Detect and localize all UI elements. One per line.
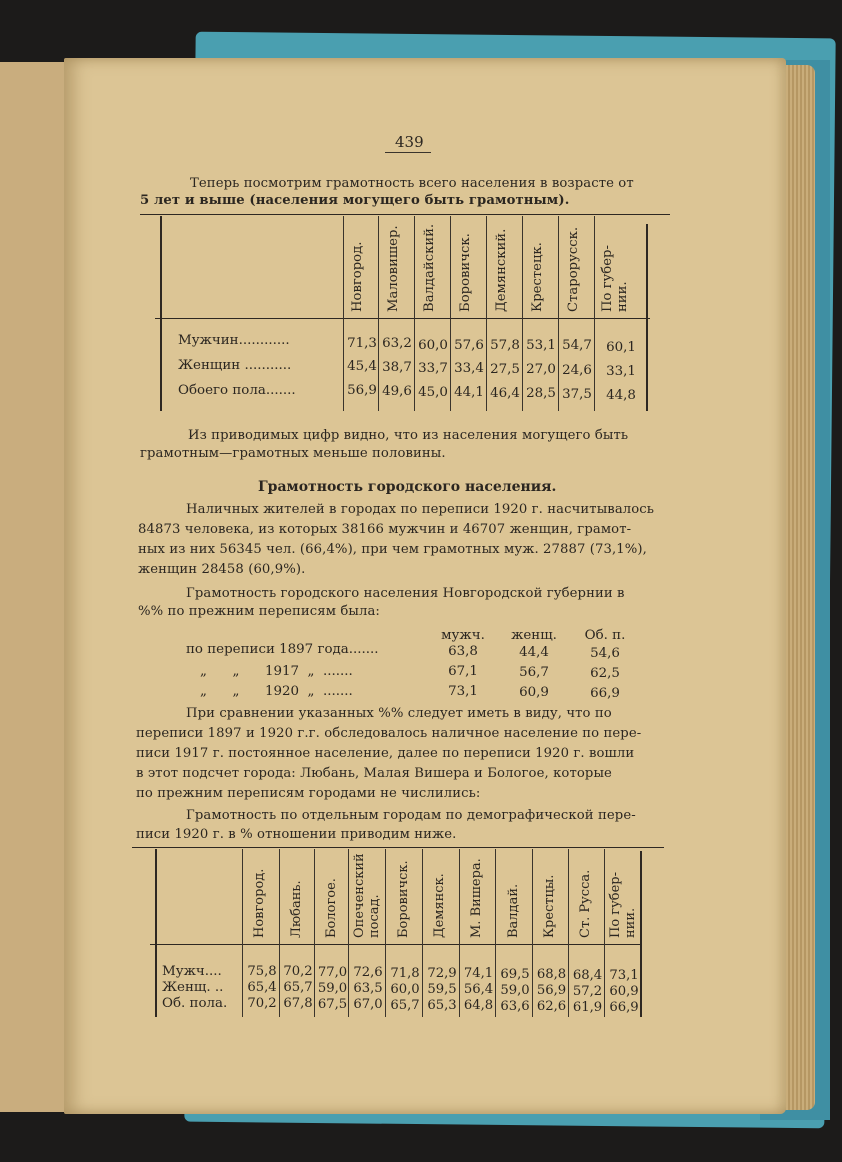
- table2-cell: 64,8: [463, 998, 494, 1013]
- census-cell: 60,9: [519, 685, 549, 700]
- table1-cell: 57,8: [490, 338, 520, 353]
- table2-row-label: Мужч....: [162, 964, 222, 979]
- table2-cell: 62,6: [536, 999, 567, 1014]
- table1-col-header: Демянский.: [494, 228, 509, 312]
- page-number: 439: [395, 133, 424, 151]
- table1-col-header: Валдайский.: [422, 223, 437, 312]
- table1-cell: 53,1: [526, 338, 556, 353]
- table1-row-label: Мужчин............: [178, 333, 290, 348]
- table1-cell: 57,6: [454, 338, 484, 353]
- para4-line-1: При сравнении указанных %% следует иметь в виду, что по: [186, 706, 612, 721]
- table1-cell: 49,6: [382, 384, 412, 399]
- census-header: Об. п.: [584, 628, 626, 643]
- table1-col-header: Крестецк.: [530, 242, 545, 312]
- table2-cell: 67,5: [317, 997, 348, 1012]
- table2-cell: 59,5: [427, 982, 457, 997]
- census-cell: 73,1: [448, 684, 478, 699]
- table1-col-header: По губер- нии.: [600, 245, 630, 312]
- table2-cell: 65,7: [390, 998, 420, 1013]
- table1-cell: 44,8: [606, 388, 636, 403]
- table1-cell: 28,5: [526, 386, 556, 401]
- table2-cell: 59,0: [500, 983, 530, 998]
- census-cell: 66,9: [590, 686, 620, 701]
- table1-cell: 33,7: [418, 361, 448, 376]
- para4-line-3: писи 1917 г. постоянное население, далее по переписи 1920 г. вошли: [136, 746, 635, 761]
- table2-col-header: По губер- нии.: [608, 872, 638, 938]
- table2-col-header: Боровичск.: [396, 860, 411, 938]
- table2-cell: 68,4: [572, 968, 603, 983]
- table2-cell: 74,1: [463, 966, 494, 981]
- table2-cell: 63,5: [353, 981, 383, 996]
- table1-cell: 24,6: [562, 363, 592, 378]
- table1-cell: 27,5: [490, 362, 520, 377]
- table2-cell: 63,6: [500, 999, 530, 1014]
- table2-cell: 69,5: [500, 967, 530, 982]
- census-cell: 54,6: [590, 646, 620, 661]
- table1-col-header: Маловишер.: [386, 225, 401, 312]
- table2-cell: 65,7: [283, 980, 313, 995]
- table2-col-header: Опеченский посад.: [352, 853, 382, 938]
- para5-line-1: Грамотность по отдельным городам по демографической пере-: [186, 808, 636, 823]
- intro-line-2: 5 лет и выше (населения могущего быть грамотным).: [140, 193, 570, 208]
- para3-line-1: Грамотность городского населения Новгородской губернии в: [186, 586, 625, 601]
- table1-col-header: Боровичск.: [458, 233, 473, 312]
- table1-cell: 37,5: [562, 387, 592, 402]
- table2-col-header: Демянск.: [432, 873, 447, 938]
- census-row-label: „ „ 1917 „ .......: [200, 664, 353, 679]
- para2-line-2: 84873 человека, из которых 38166 мужчин и 46707 женщин, грамот-: [138, 522, 632, 537]
- census-cell: 62,5: [590, 666, 620, 681]
- table2-cell: 65,3: [427, 998, 457, 1013]
- table2-cell: 56,4: [463, 982, 494, 997]
- table2-col-header: Новгород.: [252, 868, 267, 938]
- census-cell: 67,1: [448, 664, 478, 679]
- table1-cell: 33,1: [606, 364, 636, 379]
- table2-cell: 70,2: [247, 996, 277, 1011]
- table2-col-header: Любань.: [289, 880, 304, 938]
- para1-line-1: Из приводимых цифр видно, что из населения могущего быть: [188, 428, 629, 443]
- table2-cell: 67,0: [353, 997, 383, 1012]
- table1-cell: 38,7: [382, 360, 412, 375]
- table1-cell: 44,1: [454, 385, 484, 400]
- table2-cell: 77,0: [317, 965, 348, 980]
- table2-cell: 68,8: [536, 967, 567, 982]
- table2-cell: 66,9: [609, 1000, 639, 1015]
- table2-row-label: Женщ. ..: [162, 980, 224, 995]
- para4-line-2: переписи 1897 и 1920 г.г. обследовалось наличное население по пере-: [136, 726, 642, 741]
- section-heading: Грамотность городского населения.: [258, 479, 557, 495]
- table2-row-label: Об. пола.: [162, 996, 228, 1011]
- table1-cell: 71,3: [347, 336, 377, 351]
- table1-row-label: Обоего пола.......: [178, 383, 296, 398]
- table2-col-header: Валдай.: [506, 883, 521, 938]
- table1-cell: 33,4: [454, 361, 484, 376]
- table1-cell: 54,7: [562, 338, 592, 353]
- table1-cell: 60,0: [418, 338, 448, 353]
- table1-cell: 56,9: [347, 383, 377, 398]
- table1-cell: 60,1: [606, 340, 636, 355]
- census-header: женщ.: [511, 628, 557, 643]
- table1-col-header: Новгород.: [350, 241, 365, 312]
- table2-cell: 72,6: [353, 965, 383, 980]
- para5-line-2: писи 1920 г. в % отношении приводим ниже.: [136, 827, 457, 842]
- para3-line-2: %% по прежним переписям была:: [138, 604, 380, 619]
- table1-col-header: Старорусск.: [566, 226, 581, 312]
- table2-cell: 65,4: [247, 980, 277, 995]
- para2-line-4: женщин 28458 (60,9%).: [138, 562, 306, 577]
- intro-line-1: Теперь посмотрим грамотность всего населения в возрасте от: [190, 176, 634, 191]
- table2-cell: 61,9: [572, 1000, 603, 1015]
- table2-cell: 70,2: [283, 964, 313, 979]
- table2-cell: 59,0: [317, 981, 348, 996]
- census-cell: 44,4: [519, 645, 549, 660]
- table2-col-header: Крестцы.: [542, 874, 557, 938]
- table1-cell: 27,0: [526, 362, 556, 377]
- table2-cell: 72,9: [427, 966, 457, 981]
- page-number-underline: [385, 152, 431, 153]
- table1-row-label: Женщин ...........: [178, 358, 292, 373]
- table2-col-header: Бологое.: [324, 878, 339, 938]
- table1-cell: 46,4: [490, 386, 520, 401]
- table2-col-header: М. Вишера.: [469, 858, 484, 938]
- table2-cell: 67,8: [283, 996, 313, 1011]
- table2-cell: 57,2: [572, 984, 603, 999]
- census-header: мужч.: [441, 628, 485, 643]
- table1-cell: 45,0: [418, 385, 448, 400]
- census-row-label: „ „ 1920 „ .......: [200, 684, 353, 699]
- census-cell: 56,7: [519, 665, 549, 680]
- table1-cell: 45,4: [347, 359, 377, 374]
- left-page: [0, 62, 70, 1112]
- table2-col-header: Ст. Русса.: [578, 869, 593, 938]
- para4-line-4: в этот подсчет города: Любань, Малая Вишера и Бологое, которые: [136, 766, 612, 781]
- table2-cell: 56,9: [536, 983, 567, 998]
- table2-cell: 73,1: [609, 968, 639, 983]
- table2-cell: 75,8: [247, 964, 277, 979]
- para2-line-3: ных из них 56345 чел. (66,4%), при чем грамотных муж. 27887 (73,1%),: [138, 542, 647, 557]
- census-row-label: по переписи 1897 года.......: [186, 642, 379, 657]
- para4-line-5: по прежним переписям городами не числились:: [136, 786, 481, 801]
- table1-cell: 63,2: [382, 336, 412, 351]
- census-cell: 63,8: [448, 644, 478, 659]
- table2-cell: 60,0: [390, 982, 420, 997]
- para2-line-1: Наличных жителей в городах по переписи 1920 г. насчитывалось: [186, 502, 655, 517]
- para1-line-2: грамотным—грамотных меньше половины.: [140, 446, 446, 461]
- table2-cell: 60,9: [609, 984, 639, 999]
- table2-cell: 71,8: [390, 966, 420, 981]
